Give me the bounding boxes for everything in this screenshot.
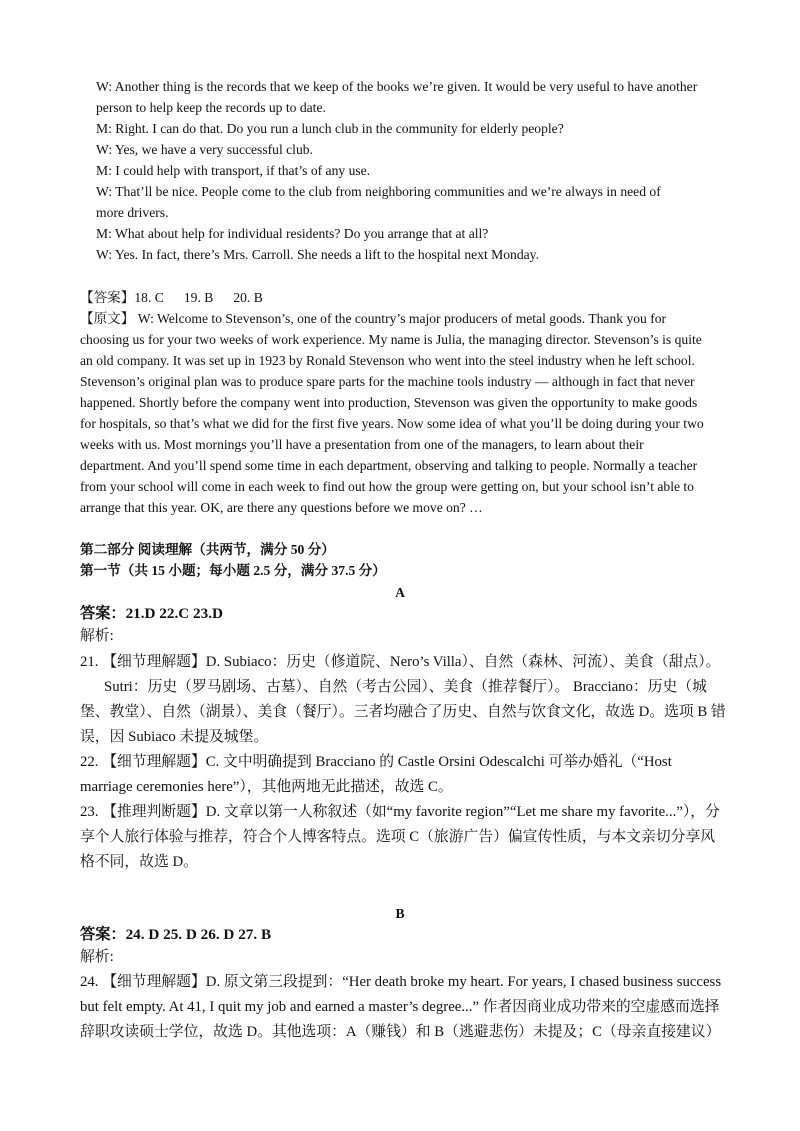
passage-b-label: B (395, 906, 405, 921)
answer-19: 19. B (183, 290, 214, 305)
passage-a-label: A (395, 585, 405, 600)
dialogue-line: M: I could help with transport, if that’s of any use. (96, 163, 371, 178)
passage-a-answers: 答案：21.D 22.C 23.D (80, 605, 224, 622)
transcript-line: happened. Shortly before the company went into production, Stevenson was given the opportunity to make goods (80, 395, 698, 410)
transcript-line: arrange that this year. OK, are there any questions before we move on? … (80, 500, 483, 515)
dialogue-line: M: Right. I can do that. Do you run a lunch club in the community for elderly people? (96, 121, 564, 136)
answer-18: 18. C (134, 290, 164, 305)
analysis-label: 解析: (80, 628, 114, 644)
transcript-line: for hospitals, so that’s what we did for the first five years. Now some idea of what you’ll be doing during your two (80, 416, 704, 431)
analysis-line: 24. 【细节理解题】D. 原文第三段提到：“Her death broke my heart. For years, I chased business success (80, 974, 722, 990)
analysis-line: 23. 【推理判断题】D. 文章以第一人称叙述（如“my favorite region”“Let me share my favorite...”），分 (80, 804, 720, 820)
analysis-line: 格不同，故选 D。 (80, 854, 198, 870)
analysis-line: 堡、教堂）、自然（湖景）、美食（餐厅）。三者均融合了历史、自然与饮食文化，故选 D。选项 B 错 (80, 704, 726, 720)
analysis-line: 误，因 Subiaco 未提及城堡。 (80, 729, 269, 745)
transcript-line: choosing us for your two weeks of work experience. My name is Julia, the managing director. Stevenson’s is quite (80, 332, 702, 347)
analysis-line: 享个人旅行体验与推荐，符合个人博客特点。选项 C（旅游广告）偏宣传性质，与本文亲切分享风 (80, 829, 716, 845)
answer-20: 20. B (233, 290, 263, 305)
dialogue-line: W: Yes. In fact, there’s Mrs. Carroll. She needs a lift to the hospital next Monday. (96, 247, 539, 262)
transcript-line: an old company. It was set up in 1923 by Ronald Stevenson who went into the steel industry when he left school. (80, 353, 695, 368)
dialogue-line: M: What about help for individual residents? Do you arrange that at all? (96, 226, 489, 241)
passage-b-answers: 答案：24. D 25. D 26. D 27. B (80, 926, 272, 943)
dialogue-line: W: That’ll be nice. People come to the club from neighboring communities and we’re always in need of (96, 184, 661, 199)
transcript-line: from your school will come in each week to find out how the group were getting on, but your school isn’t able to (80, 479, 694, 494)
transcript-line: Stevenson’s original plan was to produce spare parts for the machine tools industry — although in fact that never (80, 374, 695, 389)
dialogue-line: more drivers. (96, 205, 169, 220)
analysis-line: but felt empty. At 41, I quit my job and earned a master’s degree...” 作者因商业成功带来的空虚感而选择 (80, 999, 720, 1015)
dialogue-line: W: Another thing is the records that we keep of the books we’re given. It would be very useful to have another (96, 79, 698, 94)
analysis-line: marriage ceremonies here”），其他两地无此描述，故选 C。 (80, 779, 453, 795)
analysis-line: 22. 【细节理解题】C. 文中明确提到 Bracciano 的 Castle Orsini Odescalchi 可举办婚礼（“Host (80, 754, 672, 770)
dialogue-line: W: Yes, we have a very successful club. (96, 142, 313, 157)
part2-heading: 第二部分 阅读理解（共两节，满分 50 分） (80, 542, 335, 557)
analysis-label: 解析: (80, 949, 114, 965)
answer-label: 【答案】 (80, 290, 135, 305)
analysis-line: 21. 【细节理解题】D. Subiaco：历史（修道院、Nero’s Villa）、自然（森林、河流）、美食（甜点）。 (80, 654, 721, 670)
transcript-line: department. And you’ll spend some time in each department, observing and talking to people. Normally a teacher (80, 458, 698, 473)
transcript-line: weeks with us. Most mornings you’ll have a presentation from one of the managers, to learn about their (80, 437, 644, 452)
analysis-line: Sutri：历史（罗马剧场、古墓）、自然（考古公园）、美食（推荐餐厅）。 Bracciano：历史（城 (104, 679, 707, 695)
dialogue-line: person to help keep the records up to date. (96, 100, 326, 115)
analysis-line: 辞职攻读硕士学位，故选 D。其他选项：A（赚钱）和 B（逃避悲伤）未提及；C（母亲直接建议） (80, 1024, 721, 1040)
answer-line (80, 288, 263, 308)
transcript-line: 【原文】 W: Welcome to Stevenson’s, one of the country’s major producers of metal goods. Thank you for (80, 311, 667, 326)
section1-heading: 第一节（共 15 小题；每小题 2.5 分，满分 37.5 分） (80, 563, 386, 578)
